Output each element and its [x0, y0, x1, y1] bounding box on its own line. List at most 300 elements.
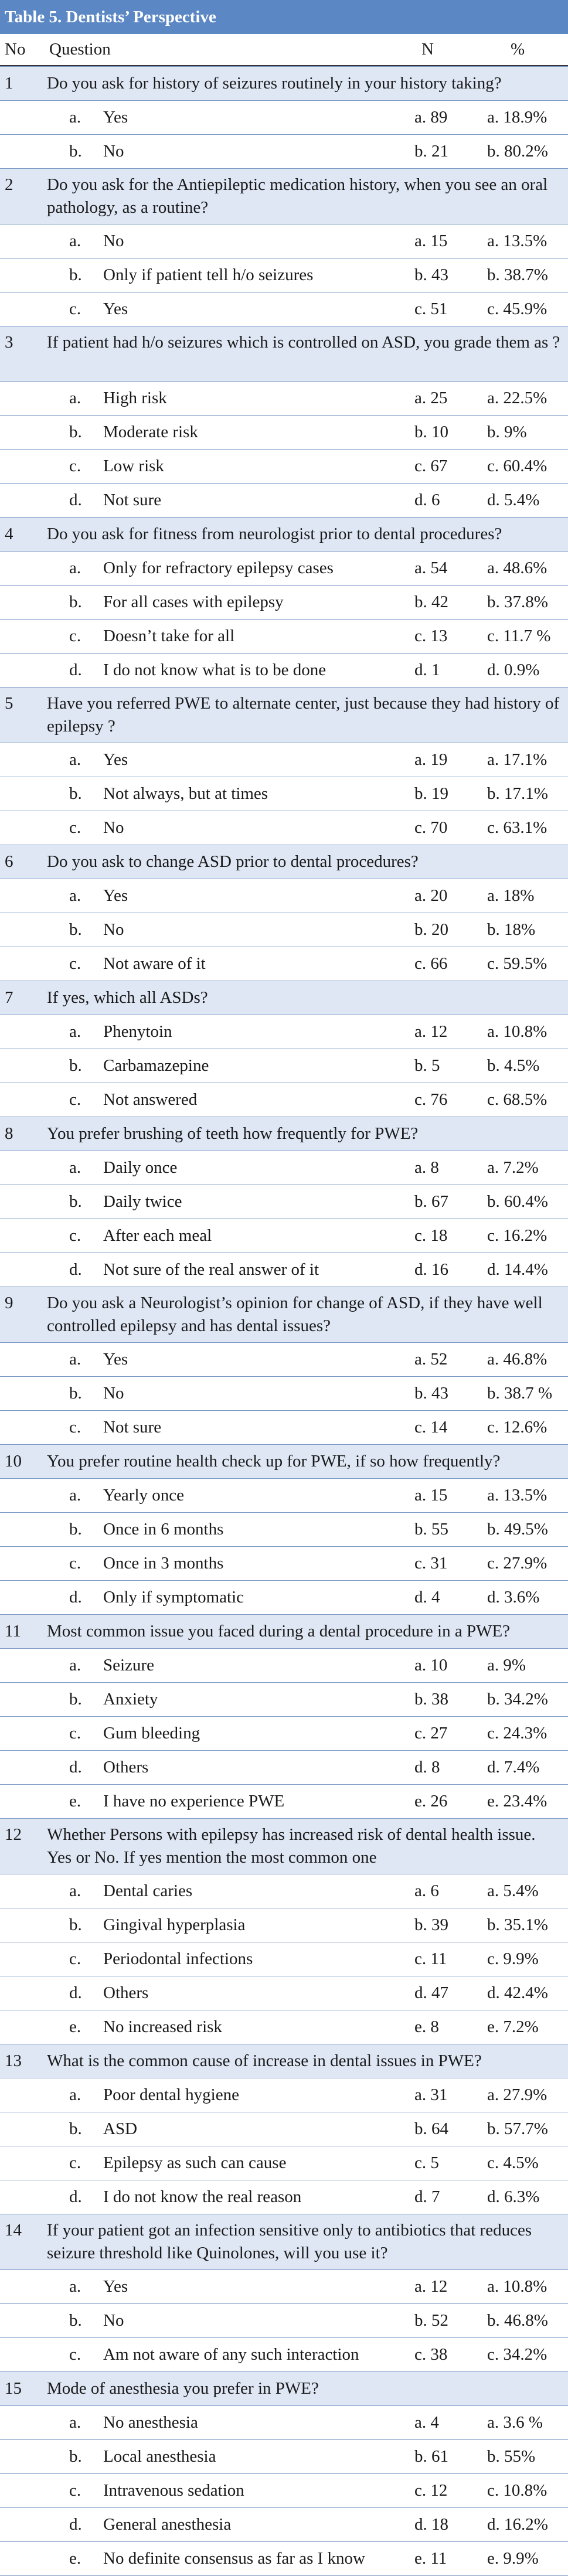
option-row	[0, 224, 568, 258]
option-cell	[41, 2085, 414, 2105]
question-number: 14	[5, 2221, 22, 2240]
option-text: No	[103, 818, 124, 837]
option-percent: a. 10.8%	[487, 2277, 547, 2296]
option-count: c. 76	[414, 1090, 448, 1109]
option-count: a. 89	[414, 108, 448, 127]
option-letter: b.	[69, 920, 82, 939]
option-row	[0, 1083, 568, 1117]
table-header-row	[0, 34, 568, 66]
option-percent: d. 42.4%	[487, 1983, 548, 2002]
option-count: b. 10	[414, 423, 448, 441]
option-cell	[41, 750, 414, 770]
option-row	[0, 415, 568, 449]
option-text: Gingival hyperplasia	[103, 1915, 246, 1934]
option-count: b. 43	[414, 1384, 448, 1403]
option-count: b. 43	[414, 266, 448, 284]
question-text: You prefer brushing of teeth how frequently for PWE?	[47, 1124, 419, 1143]
option-count: b. 55	[414, 1520, 448, 1539]
option-letter: a.	[69, 1656, 81, 1675]
option-count: d. 4	[414, 1588, 440, 1607]
option-letter: c.	[69, 1949, 81, 1968]
option-count: c. 51	[414, 300, 448, 318]
option-count: d. 16	[414, 1260, 448, 1279]
option-cell	[41, 1056, 414, 1076]
option-count: a. 15	[414, 232, 448, 250]
option-text: Anxiety	[103, 1690, 158, 1709]
option-text: Daily once	[103, 1158, 178, 1177]
question-number: 12	[5, 1825, 22, 1844]
question-row	[0, 517, 568, 551]
option-cell	[41, 2153, 414, 2173]
option-count: a. 54	[414, 559, 448, 577]
option-percent: c. 63.1%	[487, 818, 547, 837]
header-n: N	[421, 40, 434, 59]
option-cell	[41, 1758, 414, 1777]
option-text: Not answered	[103, 1090, 198, 1109]
option-count: e. 26	[414, 1792, 448, 1811]
option-count: c. 70	[414, 818, 448, 837]
option-percent: a. 27.9%	[487, 2085, 547, 2104]
option-count: b. 5	[414, 1056, 440, 1075]
option-text: Others	[103, 1983, 149, 2002]
option-letter: c.	[69, 1226, 81, 1245]
option-letter: c.	[69, 818, 81, 837]
option-row	[0, 1682, 568, 1716]
option-text: No anesthesia	[103, 2413, 198, 2432]
option-cell	[41, 627, 414, 646]
option-row	[0, 585, 568, 619]
option-text: Yes	[103, 1350, 128, 1369]
option-percent: c. 9.9%	[487, 1949, 539, 1968]
option-cell	[41, 1949, 414, 1969]
option-percent: b. 49.5%	[487, 1520, 548, 1539]
option-letter: b.	[69, 1192, 82, 1211]
option-percent: a. 46.8%	[487, 1350, 547, 1369]
option-row	[0, 2337, 568, 2371]
option-percent: c. 4.5%	[487, 2153, 539, 2172]
option-letter: c.	[69, 457, 81, 475]
option-percent: b. 38.7%	[487, 266, 548, 284]
option-percent: c. 12.6%	[487, 1418, 547, 1437]
question-text: What is the common cause of increase in dental issues in PWE?	[47, 2051, 482, 2070]
question-row	[0, 2044, 568, 2078]
option-count: c. 38	[414, 2345, 448, 2364]
question-number: 13	[5, 2051, 22, 2070]
option-percent: b. 38.7 %	[487, 1384, 553, 1403]
option-count: e. 8	[414, 2017, 439, 2036]
option-row	[0, 743, 568, 777]
table-body	[0, 66, 568, 2575]
option-text: I do not know the real reason	[103, 2187, 302, 2206]
option-row	[0, 1512, 568, 1546]
option-text: ASD	[103, 2119, 138, 2138]
option-percent: b. 46.8%	[487, 2311, 548, 2330]
option-text: General anesthesia	[103, 2515, 232, 2534]
option-letter: d.	[69, 1260, 82, 1279]
question-text: Do you ask for the Antiepileptic medication history, when you see an oral pathology, as a routine?	[47, 175, 548, 217]
option-letter: a.	[69, 1022, 81, 1041]
option-row	[0, 1784, 568, 1818]
option-count: d. 18	[414, 2515, 448, 2534]
option-text: Only if symptomatic	[103, 1588, 244, 1607]
option-cell	[41, 1486, 414, 1505]
option-count: a. 10	[414, 1656, 448, 1675]
option-row	[0, 1151, 568, 1185]
option-count: a. 12	[414, 2277, 448, 2296]
option-count: b. 39	[414, 1915, 448, 1934]
option-text: Not aware of it	[103, 954, 206, 973]
option-count: b. 67	[414, 1192, 448, 1211]
option-percent: a. 3.6 %	[487, 2413, 543, 2432]
question-text: If patient had h/o seizures which is controlled on ASD, you grade them as ?	[47, 333, 560, 352]
option-percent: d. 7.4%	[487, 1758, 540, 1777]
option-percent: a. 5.4%	[487, 1881, 539, 1900]
option-count: b. 21	[414, 142, 448, 161]
option-row	[0, 1580, 568, 1614]
option-cell	[41, 2277, 414, 2296]
option-cell	[41, 784, 414, 804]
question-text: Do you ask for fitness from neurologist prior to dental procedures?	[47, 525, 502, 543]
option-row	[0, 1942, 568, 1976]
option-percent: e. 9.9%	[487, 2549, 539, 2568]
option-row	[0, 100, 568, 134]
option-count: a. 52	[414, 1350, 448, 1369]
option-text: Not sure of the real answer of it	[103, 1260, 319, 1279]
option-text: Only if patient tell h/o seizures	[103, 266, 314, 284]
option-count: c. 14	[414, 1418, 448, 1437]
option-letter: d.	[69, 661, 82, 679]
option-cell	[41, 1724, 414, 1743]
option-row	[0, 777, 568, 811]
option-count: e. 11	[414, 2549, 447, 2568]
option-letter: a.	[69, 2413, 81, 2432]
option-percent: b. 57.7%	[487, 2119, 548, 2138]
option-row	[0, 2180, 568, 2214]
option-count: c. 66	[414, 954, 448, 973]
option-percent: b. 18%	[487, 920, 536, 939]
option-text: Seizure	[103, 1656, 154, 1675]
option-cell	[41, 1915, 414, 1935]
option-letter: a.	[69, 1158, 81, 1177]
option-letter: b.	[69, 1520, 82, 1539]
question-number: 7	[5, 988, 13, 1007]
option-count: a. 4	[414, 2413, 439, 2432]
question-row	[0, 981, 568, 1015]
option-letter: b.	[69, 266, 82, 284]
option-cell	[41, 2345, 414, 2364]
option-letter: d.	[69, 1983, 82, 2002]
option-cell	[41, 2187, 414, 2207]
option-count: c. 13	[414, 627, 448, 645]
question-row	[0, 1614, 568, 1648]
option-text: No	[103, 232, 124, 250]
option-cell	[41, 2447, 414, 2466]
option-letter: e.	[69, 2549, 81, 2568]
question-row	[0, 1287, 568, 1342]
option-count: a. 12	[414, 1022, 448, 1041]
option-letter: e.	[69, 2017, 81, 2036]
option-cell	[41, 389, 414, 408]
option-cell	[41, 1554, 414, 1573]
option-percent: d. 0.9%	[487, 661, 540, 679]
option-percent: c. 16.2%	[487, 1226, 547, 1245]
option-percent: b. 9%	[487, 423, 527, 441]
option-cell	[41, 423, 414, 442]
option-cell	[41, 491, 414, 510]
option-cell	[41, 232, 414, 251]
option-count: d. 6	[414, 491, 440, 509]
option-text: No	[103, 2311, 124, 2330]
option-cell	[41, 1520, 414, 1539]
option-percent: a. 13.5%	[487, 1486, 547, 1505]
option-cell	[41, 2311, 414, 2330]
option-percent: c. 68.5%	[487, 1090, 547, 1109]
option-letter: a.	[69, 886, 81, 905]
option-letter: d.	[69, 1758, 82, 1777]
option-row	[0, 1015, 568, 1049]
option-letter: c.	[69, 2153, 81, 2172]
option-row	[0, 1976, 568, 2010]
option-row	[0, 1253, 568, 1287]
option-count: b. 61	[414, 2447, 448, 2466]
option-cell	[41, 2549, 414, 2568]
option-row	[0, 1546, 568, 1580]
option-cell	[41, 661, 414, 680]
option-letter: c.	[69, 2345, 81, 2364]
option-row	[0, 2010, 568, 2044]
option-text: Doesn’t take for all	[103, 627, 235, 645]
option-text: Once in 3 months	[103, 1554, 224, 1573]
question-text: Do you ask to change ASD prior to dental procedures?	[47, 852, 419, 871]
option-cell	[41, 1881, 414, 1901]
option-letter: b.	[69, 423, 82, 441]
option-percent: b. 17.1%	[487, 784, 548, 803]
option-cell	[41, 954, 414, 974]
option-row	[0, 483, 568, 517]
option-count: b. 20	[414, 920, 448, 939]
question-number: 9	[5, 1294, 13, 1312]
option-row	[0, 2112, 568, 2146]
question-number: 5	[5, 694, 13, 713]
option-text: No	[103, 142, 124, 161]
question-text: If your patient got an infection sensitive only to antibiotics that reduces seizure threshold like Quinolones, will you use it?	[47, 2221, 532, 2262]
option-row	[0, 947, 568, 981]
option-cell	[41, 1090, 414, 1110]
option-percent: e. 23.4%	[487, 1792, 547, 1811]
option-cell	[41, 2119, 414, 2139]
header-percent: %	[511, 40, 525, 59]
option-text: Yes	[103, 750, 128, 769]
option-cell	[41, 2413, 414, 2432]
option-text: Once in 6 months	[103, 1520, 224, 1539]
option-count: a. 6	[414, 1881, 439, 1900]
option-percent: d. 6.3%	[487, 2187, 540, 2206]
option-percent: d. 16.2%	[487, 2515, 548, 2534]
option-text: Local anesthesia	[103, 2447, 216, 2466]
option-cell	[41, 108, 414, 127]
option-cell	[41, 559, 414, 578]
question-text: You prefer routine health check up for PWE, if so how frequently?	[47, 1452, 501, 1471]
option-text: Yearly once	[103, 1486, 184, 1505]
option-letter: d.	[69, 1588, 82, 1607]
option-percent: a. 18%	[487, 886, 535, 905]
option-row	[0, 2507, 568, 2541]
option-cell	[41, 1350, 414, 1369]
option-text: Periodontal infections	[103, 1949, 253, 1968]
option-percent: a. 7.2%	[487, 1158, 539, 1177]
option-row	[0, 2146, 568, 2180]
option-percent: c. 10.8%	[487, 2481, 547, 2500]
option-row	[0, 2541, 568, 2575]
option-text: Phenytoin	[103, 1022, 172, 1041]
option-percent: b. 34.2%	[487, 1690, 548, 1709]
option-percent: b. 37.8%	[487, 593, 548, 611]
option-letter: c.	[69, 300, 81, 318]
option-letter: c.	[69, 1090, 81, 1109]
question-text: Most common issue you faced during a dental procedure in a PWE?	[47, 1622, 511, 1641]
option-text: Yes	[103, 886, 128, 905]
option-letter: d.	[69, 491, 82, 509]
question-row	[0, 687, 568, 743]
option-percent: a. 13.5%	[487, 232, 547, 250]
option-count: c. 67	[414, 457, 448, 475]
option-cell	[41, 1983, 414, 2003]
option-text: No definite consensus as far as I know	[103, 2549, 365, 2568]
question-text: If yes, which all ASDs?	[47, 988, 208, 1007]
option-cell	[41, 1690, 414, 1709]
option-percent: b. 60.4%	[487, 1192, 548, 1211]
option-text: Yes	[103, 300, 128, 318]
question-row	[0, 1818, 568, 1874]
question-number: 1	[5, 74, 13, 93]
option-text: Low risk	[103, 457, 164, 475]
option-letter: a.	[69, 750, 81, 769]
option-percent: a. 10.8%	[487, 1022, 547, 1041]
option-count: c. 5	[414, 2153, 439, 2172]
option-letter: b.	[69, 142, 82, 161]
option-text: High risk	[103, 389, 167, 407]
question-number: 2	[5, 175, 13, 194]
question-row	[0, 66, 568, 100]
option-text: Carbamazepine	[103, 1056, 209, 1075]
option-row	[0, 2269, 568, 2303]
question-text: Do you ask a Neurologist’s opinion for change of ASD, if they have well controlled epilepsy and has dental issues?	[47, 1294, 543, 1335]
option-percent: d. 3.6%	[487, 1588, 540, 1607]
option-letter: a.	[69, 2277, 81, 2296]
option-cell	[41, 1226, 414, 1246]
option-percent: a. 9%	[487, 1656, 526, 1675]
option-count: a. 20	[414, 886, 448, 905]
option-row	[0, 1874, 568, 1908]
option-row	[0, 551, 568, 585]
option-letter: a.	[69, 389, 81, 407]
option-letter: c.	[69, 1418, 81, 1437]
option-letter: a.	[69, 559, 81, 577]
option-row	[0, 134, 568, 168]
option-text: No	[103, 1384, 124, 1403]
option-count: b. 52	[414, 2311, 448, 2330]
question-row	[0, 1117, 568, 1151]
option-row	[0, 2439, 568, 2473]
option-percent: a. 17.1%	[487, 750, 547, 769]
option-letter: c.	[69, 627, 81, 645]
option-cell	[41, 886, 414, 906]
option-row	[0, 381, 568, 415]
option-count: a. 19	[414, 750, 448, 769]
option-cell	[41, 266, 414, 285]
option-row	[0, 2405, 568, 2439]
option-text: Moderate risk	[103, 423, 198, 441]
question-number: 15	[5, 2379, 22, 2398]
option-letter: c.	[69, 2481, 81, 2500]
question-number: 10	[5, 1452, 22, 1471]
option-percent: b. 80.2%	[487, 142, 548, 161]
option-letter: b.	[69, 2447, 82, 2466]
option-count: a. 31	[414, 2085, 448, 2104]
header-no: No	[5, 40, 26, 59]
option-count: b. 38	[414, 1690, 448, 1709]
option-percent: b. 4.5%	[487, 1056, 540, 1075]
option-row	[0, 1750, 568, 1784]
option-percent: a. 18.9%	[487, 108, 547, 127]
option-cell	[41, 142, 414, 161]
option-letter: a.	[69, 1881, 81, 1900]
option-percent: c. 11.7 %	[487, 627, 551, 645]
option-cell	[41, 818, 414, 838]
question-row	[0, 845, 568, 879]
option-text: Dental caries	[103, 1881, 193, 1900]
question-text: Do you ask for history of seizures routinely in your history taking?	[47, 74, 502, 93]
option-cell	[41, 1656, 414, 1675]
option-cell	[41, 1588, 414, 1607]
option-count: c. 11	[414, 1949, 447, 1968]
option-text: Daily twice	[103, 1192, 182, 1211]
option-count: a. 8	[414, 1158, 439, 1177]
option-text: Am not aware of any such interaction	[103, 2345, 359, 2364]
option-count: a. 15	[414, 1486, 448, 1505]
option-letter: b.	[69, 2311, 82, 2330]
option-count: d. 1	[414, 661, 440, 679]
option-text: I do not know what is to be done	[103, 661, 326, 679]
option-row	[0, 1908, 568, 1942]
option-cell	[41, 593, 414, 612]
option-letter: d.	[69, 2515, 82, 2534]
option-letter: b.	[69, 1384, 82, 1403]
option-row	[0, 292, 568, 326]
option-row	[0, 258, 568, 292]
option-text: Gum bleeding	[103, 1724, 200, 1743]
option-letter: a.	[69, 232, 81, 250]
option-percent: a. 48.6%	[487, 559, 547, 577]
option-text: After each meal	[103, 1226, 212, 1245]
option-letter: b.	[69, 2119, 82, 2138]
option-row	[0, 879, 568, 913]
option-cell	[41, 1384, 414, 1403]
option-row	[0, 1342, 568, 1376]
option-text: Yes	[103, 2277, 128, 2296]
option-percent: c. 45.9%	[487, 300, 547, 318]
option-cell	[41, 1158, 414, 1178]
option-row	[0, 1049, 568, 1083]
option-text: Epilepsy as such can cause	[103, 2153, 287, 2172]
option-count: c. 31	[414, 1554, 448, 1573]
option-text: Not always, but at times	[103, 784, 268, 803]
option-percent: a. 22.5%	[487, 389, 547, 407]
option-row	[0, 1376, 568, 1410]
option-letter: c.	[69, 1724, 81, 1743]
option-row	[0, 1185, 568, 1219]
option-percent: c. 27.9%	[487, 1554, 547, 1573]
